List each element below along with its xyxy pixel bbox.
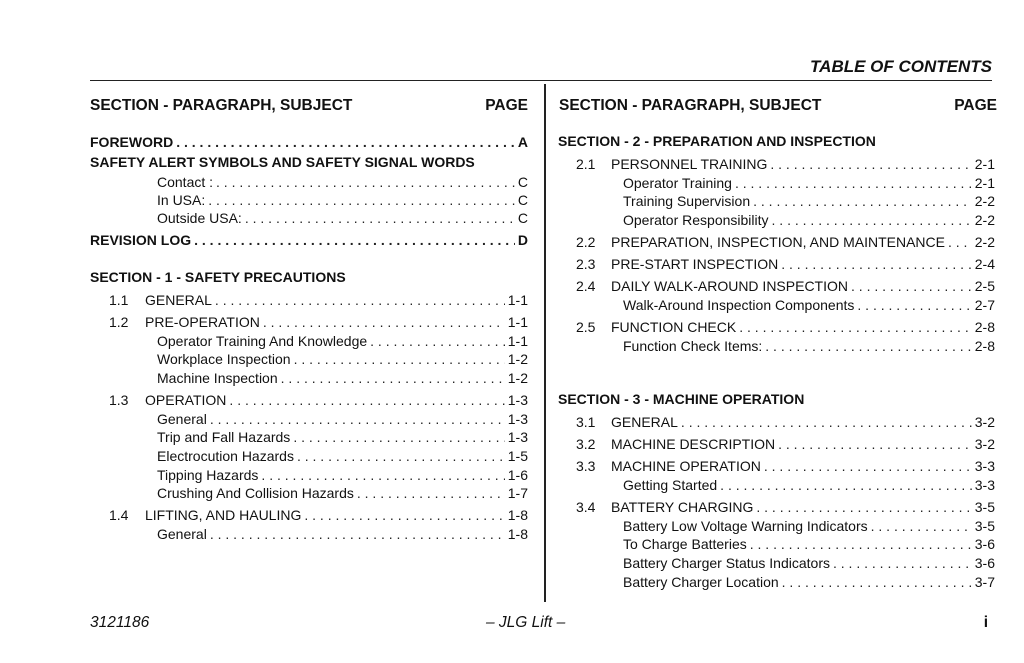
dot-leader [756, 498, 971, 516]
toc-entry-text: OPERATION [145, 392, 227, 409]
toc-entry[interactable] [576, 233, 995, 251]
toc-entry-text: PRE-START INSPECTION [611, 256, 779, 273]
toc-entry-text: Battery Charger Status Indicators [623, 555, 830, 571]
toc-entry-text: PREPARATION, INSPECTION, AND MAINTENANCE [611, 234, 945, 250]
dot-leader [778, 435, 972, 453]
dot-leader [370, 332, 505, 350]
toc-entry-number: 1.3 [109, 392, 129, 409]
toc-entry[interactable] [109, 506, 528, 524]
toc-entry-safety-alert[interactable]: SAFETY ALERT SYMBOLS AND SAFETY SIGNAL WORDS [90, 154, 475, 170]
section-3-title[interactable]: SECTION - 3 - MACHINE OPERATION [558, 391, 805, 407]
toc-entry-text: FOREWORD [90, 134, 174, 150]
dot-leader [229, 391, 504, 409]
dot-leader [294, 350, 505, 368]
toc-subentry[interactable] [623, 337, 995, 355]
toc-entry-page: 3-7 [974, 573, 995, 590]
toc-entry-page: 2-1 [974, 156, 995, 172]
toc-entry-text: GENERAL [145, 292, 212, 308]
toc-entry-text: Machine Inspection [157, 370, 278, 386]
toc-entry-text: In USA: [157, 192, 206, 208]
toc-entry-number: 2.4 [576, 278, 596, 295]
dot-leader [210, 525, 505, 543]
toc-entry-number: 2.2 [576, 234, 596, 250]
toc-entry-page: 1-6 [507, 466, 528, 483]
toc-entry-page: 3-3 [974, 458, 995, 475]
dot-leader [770, 155, 971, 173]
toc-entry-page: 1-3 [507, 392, 528, 409]
toc-entry-number: 3.3 [576, 458, 596, 475]
toc-entry-page: 2-4 [974, 256, 995, 273]
toc-entry[interactable] [576, 318, 995, 336]
toc-entry-text: Tipping Hazards [157, 466, 259, 483]
toc-entry-number: 1.4 [109, 507, 129, 524]
toc-entry-page: 3-2 [974, 414, 995, 430]
dot-leader [851, 277, 972, 295]
toc-entry-page: 1-2 [507, 370, 528, 386]
toc-entry-text: DAILY WALK-AROUND INSPECTION [611, 278, 849, 295]
toc-entry[interactable] [109, 391, 528, 409]
dot-leader [764, 457, 972, 475]
toc-entry-text: MACHINE DESCRIPTION [611, 436, 776, 453]
toc-entry-page: 1-1 [507, 332, 528, 349]
toc-entry-page: 1-8 [507, 507, 528, 524]
right-page-label: PAGE [954, 97, 997, 114]
toc-entry-page: 2-8 [974, 319, 995, 336]
toc-entry-page: 2-2 [974, 193, 995, 210]
toc-entry-text: Outside USA: [157, 210, 242, 226]
toc-entry-text: Battery Charger Location [623, 573, 779, 590]
toc-entry-text: Operator Training And Knowledge [157, 332, 368, 349]
dot-leader [750, 535, 972, 553]
toc-subentry[interactable] [157, 428, 528, 446]
toc-entry-page: 3-2 [974, 436, 995, 453]
toc-entry-text: Getting Started [623, 477, 718, 493]
dot-leader [216, 173, 515, 191]
toc-entry-page: 2-5 [974, 278, 995, 295]
toc-entry[interactable] [576, 277, 995, 295]
toc-subentry[interactable] [157, 447, 528, 465]
section-2-title[interactable]: SECTION - 2 - PREPARATION AND INSPECTION [558, 133, 876, 149]
dot-leader [782, 573, 972, 591]
toc-subentry[interactable] [157, 350, 528, 368]
toc-entry-text: Contact : [157, 174, 214, 190]
toc-entry-page: 3-5 [974, 499, 995, 516]
toc-subentry[interactable] [157, 410, 528, 428]
dot-leader [210, 410, 505, 428]
toc-subentry[interactable] [623, 554, 995, 572]
toc-entry-page: C [517, 174, 528, 190]
dot-leader [245, 209, 515, 227]
toc-entry-page: 3-6 [974, 555, 995, 571]
right-heading-text: SECTION - PARAGRAPH, SUBJECT [559, 97, 822, 114]
toc-entry-outside-usa[interactable] [157, 209, 528, 227]
dot-leader [765, 337, 971, 355]
toc-subentry[interactable] [157, 484, 528, 502]
toc-entry-page: 3-5 [974, 517, 995, 534]
dot-leader [208, 191, 515, 209]
toc-entry[interactable] [576, 435, 995, 453]
header-rule [90, 80, 992, 81]
toc-entry[interactable] [109, 291, 528, 309]
dot-leader [297, 447, 505, 465]
toc-entry-page: 1-1 [507, 314, 528, 331]
toc-entry-text: Operator Training [623, 174, 732, 191]
dot-leader [753, 192, 972, 210]
page-number: i [983, 614, 988, 631]
toc-entry[interactable] [576, 498, 995, 516]
toc-entry-revision-log[interactable] [90, 231, 528, 249]
toc-entry-page: 1-3 [507, 429, 528, 446]
toc-entry-text: General [157, 526, 207, 542]
toc-entry-page: 1-5 [507, 448, 528, 464]
toc-entry-page: 2-7 [974, 297, 995, 313]
toc-subentry[interactable] [623, 535, 995, 553]
toc-subentry[interactable] [623, 211, 995, 229]
toc-entry-text: FUNCTION CHECK [611, 319, 737, 336]
toc-entry-text: Workplace Inspection [157, 351, 291, 368]
toc-subentry[interactable] [623, 174, 995, 192]
toc-entry-text: General [157, 410, 207, 427]
section-1-title[interactable]: SECTION - 1 - SAFETY PRECAUTIONS [90, 269, 346, 285]
dot-leader [772, 211, 972, 229]
toc-entry-text: Battery Low Voltage Warning Indicators [623, 517, 868, 534]
dot-leader [194, 231, 515, 249]
toc-entry[interactable] [576, 155, 995, 173]
toc-entry-foreword[interactable] [90, 133, 528, 151]
toc-subentry[interactable] [157, 332, 528, 350]
toc-entry-text: GENERAL [611, 414, 678, 430]
toc-entry-number: 1.2 [109, 314, 129, 331]
toc-entry-text: LIFTING, AND HAULING [145, 507, 302, 524]
toc-entry-page: 2-2 [974, 211, 995, 228]
dot-leader [281, 369, 505, 387]
dot-leader [304, 506, 504, 524]
toc-entry-number: 3.2 [576, 436, 596, 453]
toc-entry-text: PRE-OPERATION [145, 314, 260, 331]
toc-entry-page: 1-8 [507, 526, 528, 542]
toc-entry-page: A [517, 134, 528, 150]
toc-subentry[interactable] [623, 517, 995, 535]
toc-entry-page: 2-8 [974, 337, 995, 354]
toc-entry-text: PERSONNEL TRAINING [611, 156, 768, 172]
toc-entry[interactable] [576, 413, 995, 431]
toc-entry-text: Electrocution Hazards [157, 448, 294, 464]
toc-entry-page: 2-1 [974, 174, 995, 191]
toc-entry[interactable] [576, 255, 995, 273]
toc-subentry[interactable] [157, 369, 528, 387]
dot-leader [720, 476, 972, 494]
toc-entry-text: Crushing And Collision Hazards [157, 485, 354, 502]
dot-leader [857, 296, 971, 314]
toc-entry-page: C [517, 210, 528, 226]
toc-entry-text: Trip and Fall Hazards [157, 429, 291, 446]
toc-entry-text: BATTERY CHARGING [611, 499, 754, 516]
toc-entry-text: REVISION LOG [90, 232, 192, 248]
dot-leader [681, 413, 972, 431]
toc-subentry[interactable] [157, 466, 528, 484]
toc-entry-text: Operator Responsibility [623, 211, 769, 228]
toc-entry-page: 1-1 [507, 292, 528, 308]
dot-leader [215, 291, 505, 309]
toc-subentry[interactable] [623, 476, 995, 494]
toc-entry-page: 3-6 [974, 536, 995, 553]
toc-entry-text: To Charge Batteries [623, 536, 747, 553]
left-page-label: PAGE [485, 97, 528, 114]
toc-entry-number: 2.5 [576, 319, 596, 336]
dot-leader [261, 466, 504, 484]
dot-leader [871, 517, 972, 535]
toc-entry-page: 2-2 [974, 234, 995, 250]
left-column-heading [90, 97, 530, 115]
dot-leader [176, 133, 515, 151]
dot-leader [357, 484, 505, 502]
toc-entry-page: 1-3 [507, 410, 528, 427]
dot-leader [263, 313, 505, 331]
footer-center: – JLG Lift – [486, 614, 566, 631]
toc-entry-text: Walk-Around Inspection Components [623, 297, 855, 313]
toc-subentry[interactable] [623, 573, 995, 591]
toc-subentry[interactable] [157, 525, 528, 543]
toc-entry-contact[interactable] [157, 173, 528, 191]
toc-entry-text: Function Check Items: [623, 337, 763, 354]
dot-leader [739, 318, 972, 336]
toc-entry-number: 2.3 [576, 256, 596, 273]
toc-entry-page: 1-2 [507, 351, 528, 368]
doc-number: 3121186 [90, 614, 150, 631]
toc-entry-text: MACHINE OPERATION [611, 458, 761, 475]
toc-entry-number: 1.1 [109, 292, 129, 308]
toc-entry[interactable] [576, 457, 995, 475]
dot-leader [735, 174, 972, 192]
toc-entry[interactable] [109, 313, 528, 331]
column-divider [544, 84, 546, 602]
dot-leader [948, 233, 972, 251]
toc-entry-number: 3.4 [576, 499, 596, 516]
toc-entry-in-usa[interactable] [157, 191, 528, 209]
page-title: TABLE OF CONTENTS [810, 57, 992, 76]
toc-entry-number: 3.1 [576, 414, 596, 430]
right-column-heading [559, 97, 999, 115]
dot-leader [293, 428, 504, 446]
toc-subentry[interactable] [623, 192, 995, 210]
left-heading-text: SECTION - PARAGRAPH, SUBJECT [90, 97, 353, 114]
toc-entry-page: C [517, 192, 528, 208]
toc-entry-page: 3-3 [974, 477, 995, 493]
toc-entry-text: Training Supervision [623, 193, 751, 210]
toc-subentry[interactable] [623, 296, 995, 314]
toc-entry-page: 1-7 [507, 485, 528, 502]
dot-leader [781, 255, 972, 273]
dot-leader [833, 554, 972, 572]
toc-entry-number: 2.1 [576, 156, 596, 172]
toc-entry-page: D [517, 232, 528, 248]
